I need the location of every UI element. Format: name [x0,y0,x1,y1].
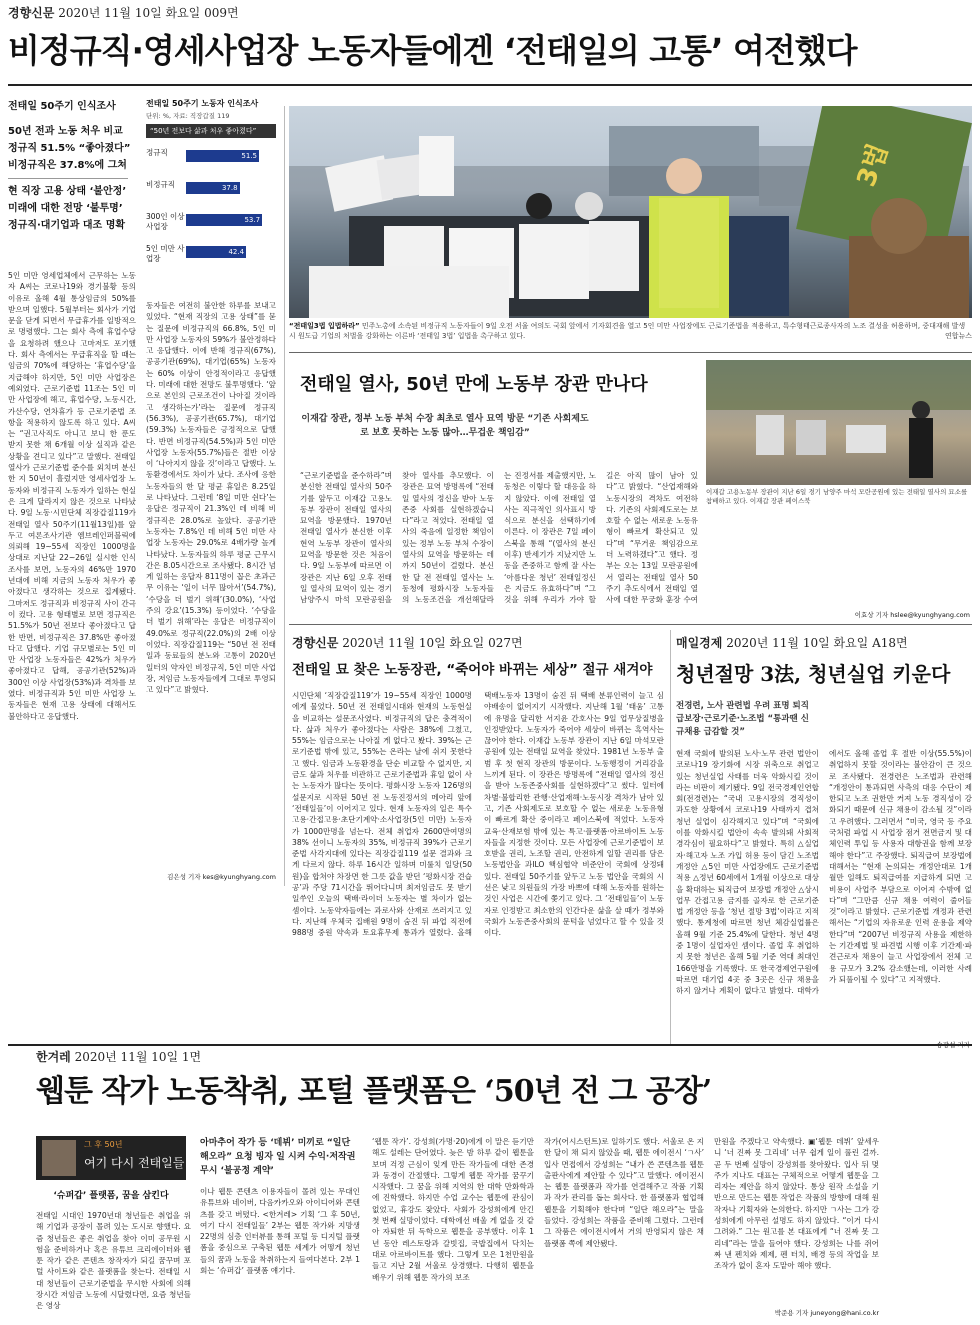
article3-headline: 전태일 묘 찾은 노동장관, “죽어야 바뀌는 세상” 절규 새겨야 [292,662,653,678]
series-small: 그 후 50년 [84,1140,123,1149]
bar [186,246,246,258]
chart-question: “50년 전보다 삶과 처우 좋아졌다” [146,124,276,138]
series-title: 여기 다시 전태일들 [84,1156,185,1170]
article1-headline: 비정규직·영세사업장 노동자들에겐 ‘전태일의 고통’ 여전했다 [8,31,857,70]
bar-value-label: 51.5 [241,152,257,160]
subhead: 미래에 대한 전망 ‘불투명’ [8,203,123,214]
survey-chart [146,98,276,278]
photo-credit: 연합뉴스 [944,332,972,340]
article1-body-col2: 동자들은 여전히 불안한 하루를 보내고 있었다. “현재 직장의 고용 상태”를 묻는 질문에 비정규직의 66.8%, 5인 미만 사업장 노동자의 59%가 불안정하다고 응답했다. 이에 반해 정규직(67%), 공공기관(69%), 대기업(65%) 노동자는 60% 이상이 안정적이라고 응답했다. 미래에 대한 전망도 불투명했다. ‘앞으로 본인의 근로조건이 나아질 것이라고 생각하는가’라는 질문에 정규직(56.3%), 공공기관(65.7%), 대기업(59.3%) 노동자들은 긍정적으로 답했다. 반면 비정규직(54.5%)과 5인 미만 사업장 노동자(55.7%)들은 절반 이상이 ‘나아지지 않을 것’이라고 답했다. 노동환경에서도 차이가 났다. 조사에 응한 노동자들의 한 달 평균 휴일은 8.25일로 나타났다. 그런데 ‘8일 미만 쉰다’는 응답은 정규직이 21.3%인 데 비해 비정규직은 28.0%로 높았다. 공공기관 노동자는 7.8%인 데 비해 5인 미만 사업장 노동자는 29.0%로 4배가량 높게 나타났다. 노동자들의 하루 평균 근무시간은 8.05시간으로 조사됐다. 8시간 넘게 일하는 응답자 811명이 꼽은 초과근무 이유는 ‘일이 너무 많아서’(54.7%), ‘수당을 더 벌기 위해’(30.0%), ‘사업주의 강요’(15.3%) 등이었다. ‘수당을 더 벌기 위해’라는 응답은 비정규직이 49.0%로 정규직(22.0%)의 2배 이상이었다. 직장갑질119는 “50년 전 전태일과 동료들의 분노와 고통이 2020년 일터의 약자인 비정규직, 5인 미만 사업장, 저임금 노동자들에게 그대로 투영되고 있다”고 밝혔다. [146,301,276,695]
article5-body-col5: 만원을 주겠다고 약속했다. ▣‘웹툰 데뷔’ 앞세우니 ‘너 진짜 못 그리네’ 너무 쉽게 일이 풀린 걸까. 곧 두 번째 실망이 강성희를 찾아왔다. 입사 뒤 몇 주가 지나도 대표는 구체적으로 어떻게 웹툰을 그리자는 제안을 하지 않았다. 통상 원작 소설을 기반으로 만드는 웹툰 작업은 작품의 방향에 대해 원작자나 기획자와 논의한다. 하지만 ㄱ사는 그가 강성희에게 아무런 설명도 하지 않았다. “이거 다시 그려와.” 그는 원고를 본 대표에게 “너 진짜 못 그리네”라는 말을 들어야 했다. 강성희는 나를 쥐어짜 낸 펜치와 제제, 펜 터치, 배경 등의 작업을 보조작가 없이 혼자 도맡아 해야 했다. [714,1137,879,1271]
article4-headline: 청년절망 3法, 청년실업 키운다 [676,662,951,686]
masthead-date: 2020년 11월 10일 화요일 A18면 [726,636,908,650]
survey-title: 전태일 50주기 인식조사 [8,101,116,112]
bar-row [146,148,271,176]
article3-body: 시민단체 ‘직장갑질119’가 19~55세 직장인 1000명에게 물었다. 50년 전 전태일시대와 현재의 노동현실을 비교하는 설문조사였다. 비정규직의 답은 충격적이다. 삶과 처우가 좋아졌다는 사람은 38%에 그쳤고, 55%는 임금으로는 나아질 게 없다고 봤다. 39%는 근로기준법 밖에 있고, 55%는 온라는 날에 쉬지 못한다고 했다. 임금과 노동환경을 단순 비교할 수 없지만, 지금도 삶과 처우를 비관하고 근로기준법과 휴일 없이 사는 노동자가 많다는 뜻이다. 평화시장 노동자 126명의 설문지로 시작된 50년 전 노동진정서의 메아리 앞에 ‘전태일들’이 이어지고 있다. 현재 노동자의 일은 특수고용·간접고용·초단기계약·소사업장(5인 미만) 노동자가 1000만명을 넘는다. 전체 취업자 2600만여명의 38% 선이니 노동자의 35%, 비정규직 39%가 근로기준법 사각지대에 있다는 직장갑질119 설문 결과와 크게 다르지 않다. 하루 16시간 일하며 미룰치 일당(50원)을 합쳐야 차장면 한 그릇 값을 받던 ‘평화시장 견습공’과 주당 71시간을 뛰어다니며 최저임금도 못 받기 일쑤인 오늘의 택배·라이더 노동자는 별 차이가 없는 셈이다. 노동약자들에는 과로사와 산재로 쓰러지고 있다. 지난해 우체국 집배원 9명이 숨진 뒤 파업 직전에 988명 중원 약속과 토요휴무제 통과가 열렸다. 올해 택배노동자 13명이 숨진 뒤 택배 분류인력이 늘고 심야배송이 없어지기 시작했다. 지난해 1월 ‘태움’ 고통에 유명을 달리한 서지윤 간호사는 9일 업무상질병을 인정받았다. 노동자가 죽어야 세상이 바뀌는 흑역사는 끊어야 한다. 이재갑 노동부 장관이 지난 6일 마석모란공원에 있는 전태일 묘역을 찾았다. 1981년 노동부 출범 후 첫 현직 장관의 방문이다. 노동행정이 거리감을 느끼게 된다. 이 장관은 방명록에 “전태일 열사의 정신을 받아 노동존중사회를 실현하겠다”고 썼다. 일터에 차별·불합리한 관행·산업재해·노동시장 격차가 남아 있고, 기존 사회제도로 보호할 수 없는 새로운 노동유형이 빠르게 확산 중이라고 페이스북에 적었다. 노동자 교육·산재보험 밖에 있는 특고·플랫폼·아르바이트 노동자들을 지정한 것이다. 모든 사업장에 근로기준법이 보호받을 권리, 노조할 권리, 안전하게 일할 권리를 담은 노동법안을 과ILO 핵심협약 비준안이 국회에 상정돼 있다. 전태일 50주기를 앞두고 노동 법안을 국회의 시선은 낮고 의원들의 가장 바쁘에 대해 노동자를 원하는 것인 사업은 시간에 쫓기고 있다. 그 ‘전태일들’이 노동자로 인정받고 최소한의 인간다운 삶을 살 때가 정부와 국회가 노동존중사회의 문턱을 넘었다고 할 수 있을 것이다. [292,691,664,938]
cemetery-illustration [706,360,971,485]
bar-row [146,212,271,240]
series-portrait [42,1140,76,1176]
article5-subhead: 아마추어 작가 등 ‘데뷔’ 미끼로 “일단 해오라” 요청 빙자 일 시켜 수익·저작권 무시 ‘불공정 계약’ [200,1138,356,1176]
subhead: 비정규직은 37.8%에 그쳐 [8,160,127,171]
masthead-paper: 경향신문 [292,636,339,650]
bar [186,214,262,226]
article5-body-col3: ‘웹툰 작가’. 강성희(가명·20)에게 이 말은 듣기만 해도 설레는 단어였다. 늦은 밤 하루 같이 웹툰을 보며 걱정 근심이 잊게 만든 작가들에 대한 존경과 동경이 간절했다. 그렇게 웹툰 작가를 꿈꾸기 시작했다. 그 꿈을 위해 지역의 한 대학 만화학과에 진학했다. 하지만 수업 교수는 웹툰에 관심이 없었고, 휴강도 잦았다. 사회가 강성희에게 안긴 첫 번째 실망이었다. 대학에선 배울 게 없을 것 같아 자퇴한 뒤 독학으로 웹툰을 공부했다. 이후 1년 동안 레스토랑과 갈빗집, 국밥집에서 닥치는 대로 아르바이트를 했다. 그렇게 모은 1천만원을 들고 지난 2월 서울로 상경했다. 다행히 웹툰을 배우기 위해 웹툰 작가의 보조 [372,1137,534,1282]
masthead-date: 2020년 11월 10일 화요일 027면 [342,636,523,650]
subhead: 현 직장 고용 상태 ‘불안정’ [8,186,127,197]
subhead: 50년 전과 노동 처우 비교 [8,126,123,137]
photo-caption-bold: “전태일3법 입법하라” [289,322,360,330]
subhead: 정규직·대기업과 대조 명확 [8,220,126,231]
article5-body-col4: 작가(어시스턴트)로 일하기도 했다. 서울로 온 지 한 달이 채 되지 않았을 때, 웹툰 에이전시 ‘ㄱ사’ 입사 면접에서 강성희는 “내가 쓴 콘텐츠를 웹툰 출판사에게 제안할 수 있다”고 말했다. 에이전시는 웹툰 플랫폼과 작가를 연결해주고 작품 기획과 작가 관리를 돕는 회사다. 한 플랫폼과 협업해 웹툰을 기획해야 한다며 “일단 해오라”는 말을 들었다. 강성희는 작품을 준비해 그렸다. 그런데 그 작품은 에이전시에서 거의 반영되지 않은 채 플랫폼 쪽에 제안됐다. [544,1137,704,1248]
bar-value-label: 53.7 [244,216,261,224]
bar-row [146,244,271,272]
bar-row [146,180,271,208]
minister-photo [706,360,971,485]
bar-value-label: 37.8 [221,184,238,192]
article5-headline: 웹툰 작가 노동착취, 포털 플랫폼은 ‘50년 전 그 공장’ [36,1074,712,1109]
masthead-3 [292,634,523,651]
article1-byline: 김은성 기자 kes@kyunghyang.com [167,873,276,881]
article5-byline: 박준용 기자 juneyong@hani.co.kr [774,1309,879,1317]
article5-body-col1: 전태일 시대인 1970년대 청년들은 취업을 위해 기업과 공장이 몰려 있는 도시로 향했다. 요즘 청년들은 좋은 취업을 찾아 이미 공무원 시험을 준비하거나 혹은 유튜브 크리에이터와 웹툰 작가 같은 콘텐츠 창작자가 되길 꿈꾸며 포털 사이트와 같은 플랫폼을 찾는다. 전태일 시대 청년들이 근로기준법을 무시한 사회에 의해 장시간 저임금 노동에 시달렸다면, 요즘 청년들은 영상 [36,1211,191,1311]
minister-photo-credit: 이재갑 장관 페이스북 [749,497,811,505]
masthead-paper: 경향신문 [8,6,55,20]
masthead-date: 2020년 11월 10일 화요일 009면 [58,6,239,20]
protest-photo [289,106,972,318]
subhead: 정규직 51.5% “좋아졌다” [8,143,131,154]
chart-title: 전태일 50주기 노동자 인식조사 [146,99,259,108]
bar-label: 5인 미만 사업장 [146,244,185,263]
bar [186,182,240,194]
article2-subhead: 이재갑 장관, 정부 노동 부처 수장 최초로 열사 묘역 방문 “기존 사회제도로 보호 못하는 노동 많아…무겁운 책임감” [301,414,589,438]
masthead-5 [36,1048,201,1065]
photo-sign-text: 3법 [851,139,895,191]
article1-body-col1: 5인 미만 영세업체에서 근무하는 노동자 A씨는 코로나19와 경기불황 등의 이유로 올해 4월 통상임금의 50%를 받으며 일했다. 5월부터는 회사가 기업 문을 닫게 되면서 무급휴가를 일방적으로 명령했다. 그는 회사 측에 휴업수당을 요청하려 했으나 고마저도 포기했다. 회사 측에서는 무급휴직을 할 때는 임금의 70%에 해당하는 ‘휴업수당’을 지급해야 하지만, 5인 미만 사업장은 예외였다. 근로기준법 11조는 5인 미만 사업장에 해고, 휴업수당, 노동시간, 가산수당, 연차휴가 등 근로기준법 조항을 적용하지 않도록 하고 있다. A씨는 “권고사직도 아니고 보니 한 푼도 받지 못한 채 6개월 이상 실직과 같은 상황을 견디고 있다”고 말했다. 전태일 열사가 근로기준법 준수를 외치며 분신한 지 50년이 흘렀지만 영세사업장 노동자와 비정규직 노동자가 일하는 현실은 크게 달라지지 않은 것으로 나타났다. 9일 노동·시민단체 직장갑질119가 전태일 열사 50주기(11월13일)를 앞두고 여론조사기관 엠브레인퍼블릭에 의뢰해 19~55세 직장인 1000명을 상대로 지난달 22~26일 실시한 인식조사를 보면, 노동자의 46%만 1970년대에 비해 지금의 노동자 처우가 좋아졌다고 생각하는 것으로 집계됐다. 그마저도 정규직과 비정규직 사이 간극이 컸다. 고용 형태별로 보면 정규직은 51.5%가 50년 전보다 좋아졌다고 답한 반면, 비정규직은 37.8%만 좋아졌다고 답했다. 기업 규모별로는 5인 미만 사업장 노동자들은 42%가 처우가 좋아졌다고 답해, 공공기관(52%)과 300인 이상 사업장(53%)과 격차를 보였다. 비정규직과 5인 미만 사업장 노동자들은 현재 고용 상태에 대해서도 불안하다고 응답했다. [8,271,136,721]
protest-illustration [289,106,972,318]
photo-caption [289,321,972,341]
article4-body: 현재 국회에 발의된 노사·노무 관련 법안이 코로나19 장기화에 시장 위축으로 취업고 있는 청년실업 사태를 더욱 악화시킬 것이라는 비판이 제기됐다. 9일 전국경제인연합회(전경련)는 “국내 고용시장의 경직성이 과도한 상황에서 코로나19 사태까지 겹쳐 청년 실업이 심각해지고 있다”며 “국회에 이를 악화시킬 법안이 속속 발의돼 사회적 경각심이 필요하다”고 밝혔다. 특히 △실업자·해고자 노조 가입 허용 등이 담긴 노조법 개정안 △5인 미만 사업장에도 근로기준법 적용 △정년 60세에서 1개월 이상으로 대상을 확대하는 퇴직급여 보장법 개정안 △상시업무 간접고용 금지를 골자로 한 근로기준법 개정안 등을 ‘청년 절망 3법’이라고 지적했다. 통계청에 따르면 청년 체감실업률은 올해 9월 기준 25.4%에 달한다. 청년 4명 중 1명이 실업자인 셈이다. 졸업 후 취업하지 못한 청년은 올해 5월 기준 역대 최대인 166만명을 기록했다. 또 한국경제연구원에 따르면 대기업 4곳 중 3곳은 신규 채용을 하지 않거나 계획이 없다고 밝혔다. 대학가에서도 올해 졸업 후 절반 이상(55.5%)이 취업하지 못할 것이라는 불안감이 큰 것으로 조사됐다. 전경련은 노조법과 관련해 “개정안이 통과되면 사측의 대응 수단이 제한되고 노조 권한만 커져 노동 경직성이 강화되기 때문에 신규 채용이 감소될 것”이라고 우려했다. 그러면서 “미국, 영국 등 주요국처럼 파업 시 사업장 점거 전면금지 및 대체인력 투입 등 사용자 대항권을 함께 보장해야 한다”고 주장했다. 퇴직급여 보장법에 대해서는 “현재 논의되는 개정안대로 1개월만 일해도 퇴직급여를 지급하게 되면 고비용이 사업주 부담으로 이어져 수밖에 없다”며 “그만큼 신규 채용 여력이 줄어들 것”이라고 밝혔다. 근로기준법 개정과 관련해서는 “기업의 자유로운 인력 운용을 제약한다”며 “2007년 비정규직 사용을 제한하는 기간제법 및 파견법 시행 이후 기간제·파견근로자 채용이 늘고 사업장에서 전체 고용 규모가 3.2% 감소했는데, 이러한 사례가 되풀이될 수 있다”고 지적했다. [676,749,972,996]
bar-label: 정규직 [146,148,168,157]
chart-unit: 단위: %, 자료: 직장갑질 119 [146,112,230,120]
series-banner [36,1136,186,1180]
bar-label: 비정규직 [146,180,175,189]
bar [186,150,259,162]
series-subtitle: ‘슈퍼갑’ 플랫폼, 꿈을 삼킨다 [53,1191,169,1201]
article5-body-col2: 이나 웹툰 콘텐츠 이용자들이 몰려 있는 무대인 유튜브와 네이버, 다음카카오와 아이디어와 콘텐츠를 갖고 버텼다. <한겨레> 기획 ‘그 후 50년, 여기 다시 전태일들’ 2부는 웹툰 작가와 지망생 22명의 심층 인터뷰를 통해 포털 등 디지털 플랫폼을 중심으로 구축된 웹툰 세계가 어떻게 청년들의 꿈과 노동을 착취하는지 들여다본다. 2부 1회는 ‘슈퍼갑’ 플랫폼 얘기다. [200,1187,360,1276]
minister-caption-text: 이재갑 고용노동부 장관이 지난 6일 경기 남양주 마석 모란공원에 있는 전태일 열사의 묘소를 참배하고 있다. [706,488,968,505]
photo-caption-text: 민주노총에 소속된 비정규직 노동자들이 9일 오전 서울 여의도 국회 앞에서 기자회견을 열고 5인 미만 사업장에도 근로기준법을 적용하고, 특수형태근로종사자의 노조 결성을 허용하며, 중대재해 발생 시 원도급 기업의 처벌을 강화하는 이른바 ‘전태일 3법’ 입법을 촉구하고 있다. [289,322,966,340]
article1-survey-box [8,98,136,234]
masthead-paper: 한겨레 [36,1050,71,1064]
article2-body: “근로기준법을 준수하라”며 분신한 전태일 열사의 50주기를 앞두고 이재갑 고용노동부 장관이 전태일 열사의 묘역을 방문했다. 1970년 전태일 열사가 분신한 이후 현역 노동부 장관이 열사의 묘역을 방문한 것은 처음이다. 9일 노동부에 따르면 이 장관은 지난 6일 오후 전태일 열사의 묘역이 있는 경기 남양주시 마석 모란공원을 찾아 열사를 추모했다. 이 장관은 묘역 방명록에 “전태일 열사의 정신을 받아 노동존중 사회를 실현하겠습니다”라고 적었다. 전태일 열사의 죽음에 일정한 책임이 있는 정부 노동 부처 수장이 열사의 묘역을 방문하는 데까지 50년이 걸렸다. 분신 한 달 전 전태일 열사는 노동청에 평화시장 노동자들의 노동조건을 개선해달라는 진정서를 제출했지만, 노동청은 이렇다 할 대응을 하지 않았다. 이에 전태일 열사는 직극적인 의사표시 방식으로 분신을 선택하기에 이른다. 이 장관은 7일 페이스북을 통해 “(열사의 분신 이후) 반세기가 지났지만 노동을 존중하고 함께 잘 사는 ‘아름다운 청년’ 전태일정신은 지금도 유효하다”며 “그것을 위해 우리가 가야 할 길은 아직 많이 남아 있다”고 밝혔다. “산업재해와 노동시장의 격차도 여전하다. 기존의 사회제도로는 보호할 수 없는 새로운 노동유형이 빠르게 확산되고 있다”며 “무거운 책임감으로 더 노력하겠다”고 했다. 정부는 오는 13일 모란공원에서 열리는 전태일 열사 50주기 추도식에서 전태일 열사에 대한 무궁화 훈장 수여 [300,471,698,605]
article4-subhead: 전경련, 노사 관련법 우려 표명 퇴직급보장·근로기준·노조법 “통과땐 신규채용 급감할 것” [676,701,809,737]
masthead-1 [8,4,239,21]
article2-byline: 이효상 기자 hslee@kyunghyang.com [854,611,970,619]
minister-photo-caption [706,488,971,506]
masthead-paper: 매일경제 [676,636,723,650]
masthead-4 [676,634,908,651]
bar-label: 300인 이상 사업장 [146,212,185,231]
bar-value-label: 42.4 [228,248,245,256]
masthead-date: 2020년 11월 10일 1면 [74,1050,202,1064]
article2-headline: 전태일 열사, 50년 만에 노동부 장관 만나다 [300,374,648,395]
